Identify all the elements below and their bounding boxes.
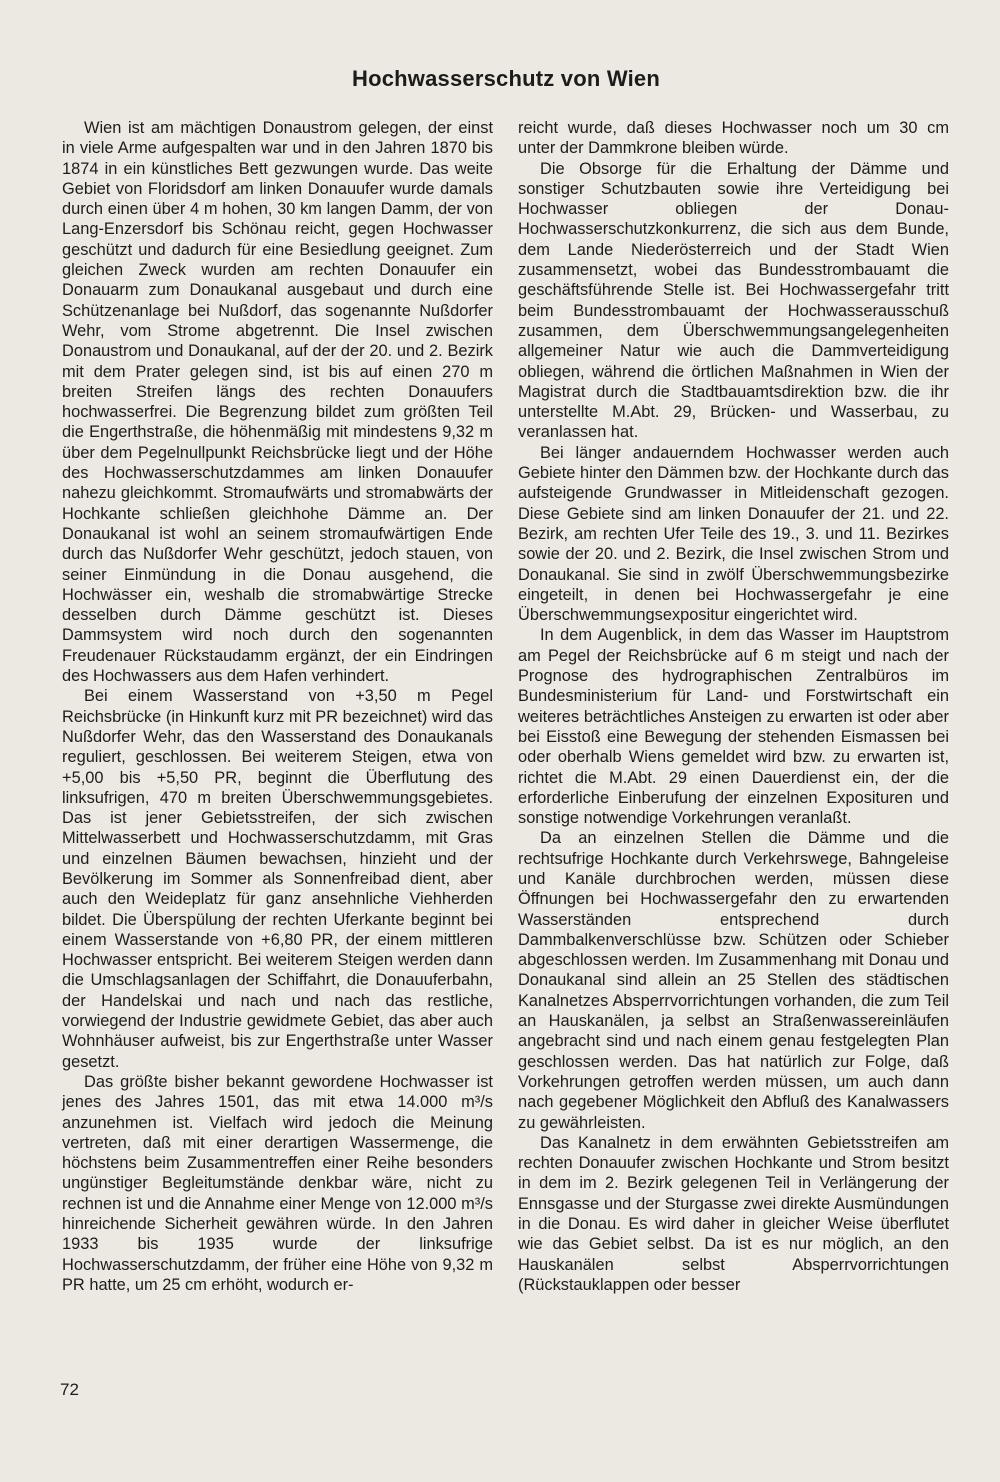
paragraph: Wien ist am mächtigen Donaustrom gelegen, der einst in viele Arme aufgespalten war und in den Jahren 1870 bis 1874 in ein künstliches Bett gezwungen wurde. Das weite Gebiet von Floridsdorf am linken Donauufer wurde damals durch einen über 4 m hohen, 30 km langen Damm, der von Lang-Enzersdorf bis Schönau reicht, gegen Hochwasser geschützt und dadurch für eine Besiedlung geeignet. Zum gleichen Zweck wurden am rechten Donauufer ein Donauarm zum Donaukanal ausgebaut und durch eine Schützenanlage bei Nußdorf, das sogenannte Nußdorfer Wehr, vom Strome abgetrennt. Die Insel zwischen Donaustrom und Donaukanal, auf der der 20. und 2. Bezirk mit dem Prater gelegen sind, ist bis auf einen 270 m breiten Streifen längs des rechten Donauufers hochwasserfrei. Die Begrenzung bildet zum größten Teil die Engerthstraße, die höhenmäßig mit mindestens 9,32 m über dem Pegelnullpunkt Reichsbrücke liegt und der Höhe des Hochwasserschutzdammes am linken Donauufer nahezu gleichkommt. Stromaufwärts und stromabwärts der Hochkante schließen gleichhohe Dämme an. Der Donaukanal ist wohl an seinem stromaufwärtigen Ende durch das Nußdorfer Wehr geschützt, jedoch stauen, von seiner Einmündung in die Donau ausgehend, die Hochwässer ein, weshalb die stromabwärtige Strecke desselben durch Dämme geschützt ist. Dieses Dammsystem wird noch durch den sogenannten Freudenauer Rückstaudamm ergänzt, der ein Eindringen des Hochwassers aus dem Hafen verhindert. xyxy=(62,119,493,686)
paragraph: In dem Augenblick, in dem das Wasser im Hauptstrom am Pegel der Reichsbrücke auf 6 m steigt und nach der Prognose des hydrographischen Zentralbüros im Bundesministerium für Land- und Forstwirtschaft ein weiteres beträchtliches Ansteigen zu erwarten ist oder aber bei Eisstoß eine Bewegung der stehenden Eismassen bei oder oberhalb Wiens gemeldet wird bzw. zu erwarten ist, richtet die M.Abt. 29 einen Dauerdienst ein, der die erforderliche Einberufung der einzelnen Exposituren und sonstige notwendige Vorkehrungen veranlaßt. xyxy=(518,626,949,828)
paragraph: Das Kanalnetz in dem erwähnten Gebietsstreifen am rechten Donauufer zwischen Hochkante und Strom besitzt in dem im 2. Bezirk gelegenen Teil in Verlängerung der Ennsgasse und der Sturgasse zwei direkte Ausmündungen in die Donau. Es wird daher in gleicher Weise überflutet wie das Gebiet selbst. Da ist es nur möglich, an den Hauskanälen selbst Absperrvorrichtungen (Rückstauklappen oder besser xyxy=(518,1133,949,1294)
page-number: 72 xyxy=(60,1380,79,1399)
paragraph: Die Obsorge für die Erhaltung der Dämme und sonstiger Schutzbauten sowie ihre Verteidigung bei Hochwasser obliegen der Donau-Hochwasserschutzkonkurrenz, die sich aus dem Bunde, dem Lande Niederösterreich und der Stadt Wien zusammensetzt, wobei das Bundesstrombauamt die geschäftsführende Stelle ist. Bei Hochwassergefahr tritt beim Bundesstrombauamt der Hochwasserausschuß zusammen, dem Überschwemmungsangelegenheiten allgemeiner Natur wie auch die Dammverteidigung obliegen, während die örtlichen Maßnahmen in Wien der Magistrat durch die Stadtbauamtsdirektion bzw. die ihr unterstellte M.Abt. 29, Brücken- und Wasserbau, zu veranlassen hat. xyxy=(518,159,949,442)
right-column xyxy=(518,118,949,1295)
paragraph: reicht wurde, daß dieses Hochwasser noch um 30 cm unter der Dammkrone bleiben würde. xyxy=(518,119,949,158)
paragraph: Bei länger andauerndem Hochwasser werden auch Gebiete hinter den Dämmen bzw. der Hochkante durch das aufsteigende Grundwasser in Mitleidenschaft gezogen. Diese Gebiete sind am linken Donauufer der 21. und 22. Bezirk, am rechten Ufer Teile des 19., 3. und 11. Bezirkes sowie der 20. und 2. Bezirk, die Insel zwischen Strom und Donaukanal. Sie sind in zwölf Überschwemmungsbezirke eingeteilt, in denen bei Hochwassergefahr je eine Überschwemmungsexpositur eingerichtet wird. xyxy=(518,443,949,625)
left-column xyxy=(62,118,493,1295)
page-title: Hochwasserschutz von Wien xyxy=(352,66,660,91)
paragraph: Das größte bisher bekannt gewordene Hochwasser ist jenes des Jahres 1501, das mit etwa 14.000 m³/s anzunehmen ist. Vielfach wird jedoch die Meinung vertreten, daß mit einer derartigen Wassermenge, die höchstens beim Zusammentreffen einer Reihe besonders ungünstiger Begleitumstände denkbar wäre, nicht zu rechnen ist und die Annahme einer Menge von 12.000 m³/s hinreichende Sicherheit gewähren würde. In den Jahren 1933 bis 1935 wurde der linksufrige Hochwasserschutzdamm, der früher eine Höhe von 9,32 m PR hatte, um 25 cm erhöht, wodurch er- xyxy=(62,1072,493,1294)
paragraph: Bei einem Wasserstand von +3,50 m Pegel Reichsbrücke (in Hinkunft kurz mit PR bezeichnet) wird das Nußdorfer Wehr, das den Wasserstand des Donaukanals reguliert, geschlossen. Bei weiterem Steigen, etwa von +5,00 bis +5,50 PR, beginnt die Überflutung des linksufrigen, 470 m breiten Überschwemmungsgebietes. Das ist jener Gebietsstreifen, der sich zwischen Mittelwasserbett und Hochwasserschutzdamm, mit Gras und einzelnen Bäumen bewachsen, hinzieht und der Bevölkerung im Sommer als Sonnenfreibad dient, aber auch den Weideplatz für ganz ansehnliche Viehherden bildet. Die Überspülung der rechten Uferkante beginnt bei einem Wasserstande von +6,80 PR, der einem mittleren Hochwasser entspricht. Bei weiterem Steigen werden dann die Umschlagsanlagen der Schiffahrt, die Donauuferbahn, der Handelskai und nach und nach das restliche, vorwiegend der Industrie gewidmete Gebiet, das aber auch Wohnhäuser aufweist, bis zur Engerthstraße unter Wasser gesetzt. xyxy=(62,687,493,1071)
paragraph: Da an einzelnen Stellen die Dämme und die rechtsufrige Hochkante durch Verkehrswege, Bahngeleise und Kanäle durchbrochen werden, müssen diese Öffnungen bei Hochwassergefahr den zu erwartenden Wasserständen entsprechend durch Dammbalkenverschlüsse bzw. Schützen oder Schieber abgeschlossen werden. Im Zusammenhang mit Donau und Donaukanal sind allein an 25 Stellen des städtischen Kanalnetzes Absperrvorrichtungen vorhanden, die zum Teil an Hauskanälen, ja selbst an Straßenwassereinläufen angebracht sind und nach einem genau festgelegten Plan geschlossen werden. Das hat natürlich zur Folge, daß Vorkehrungen getroffen werden müssen, um auch dann nach gegebener Möglichkeit den Abfluß des Kanalwassers zu gewährleisten. xyxy=(518,829,949,1132)
